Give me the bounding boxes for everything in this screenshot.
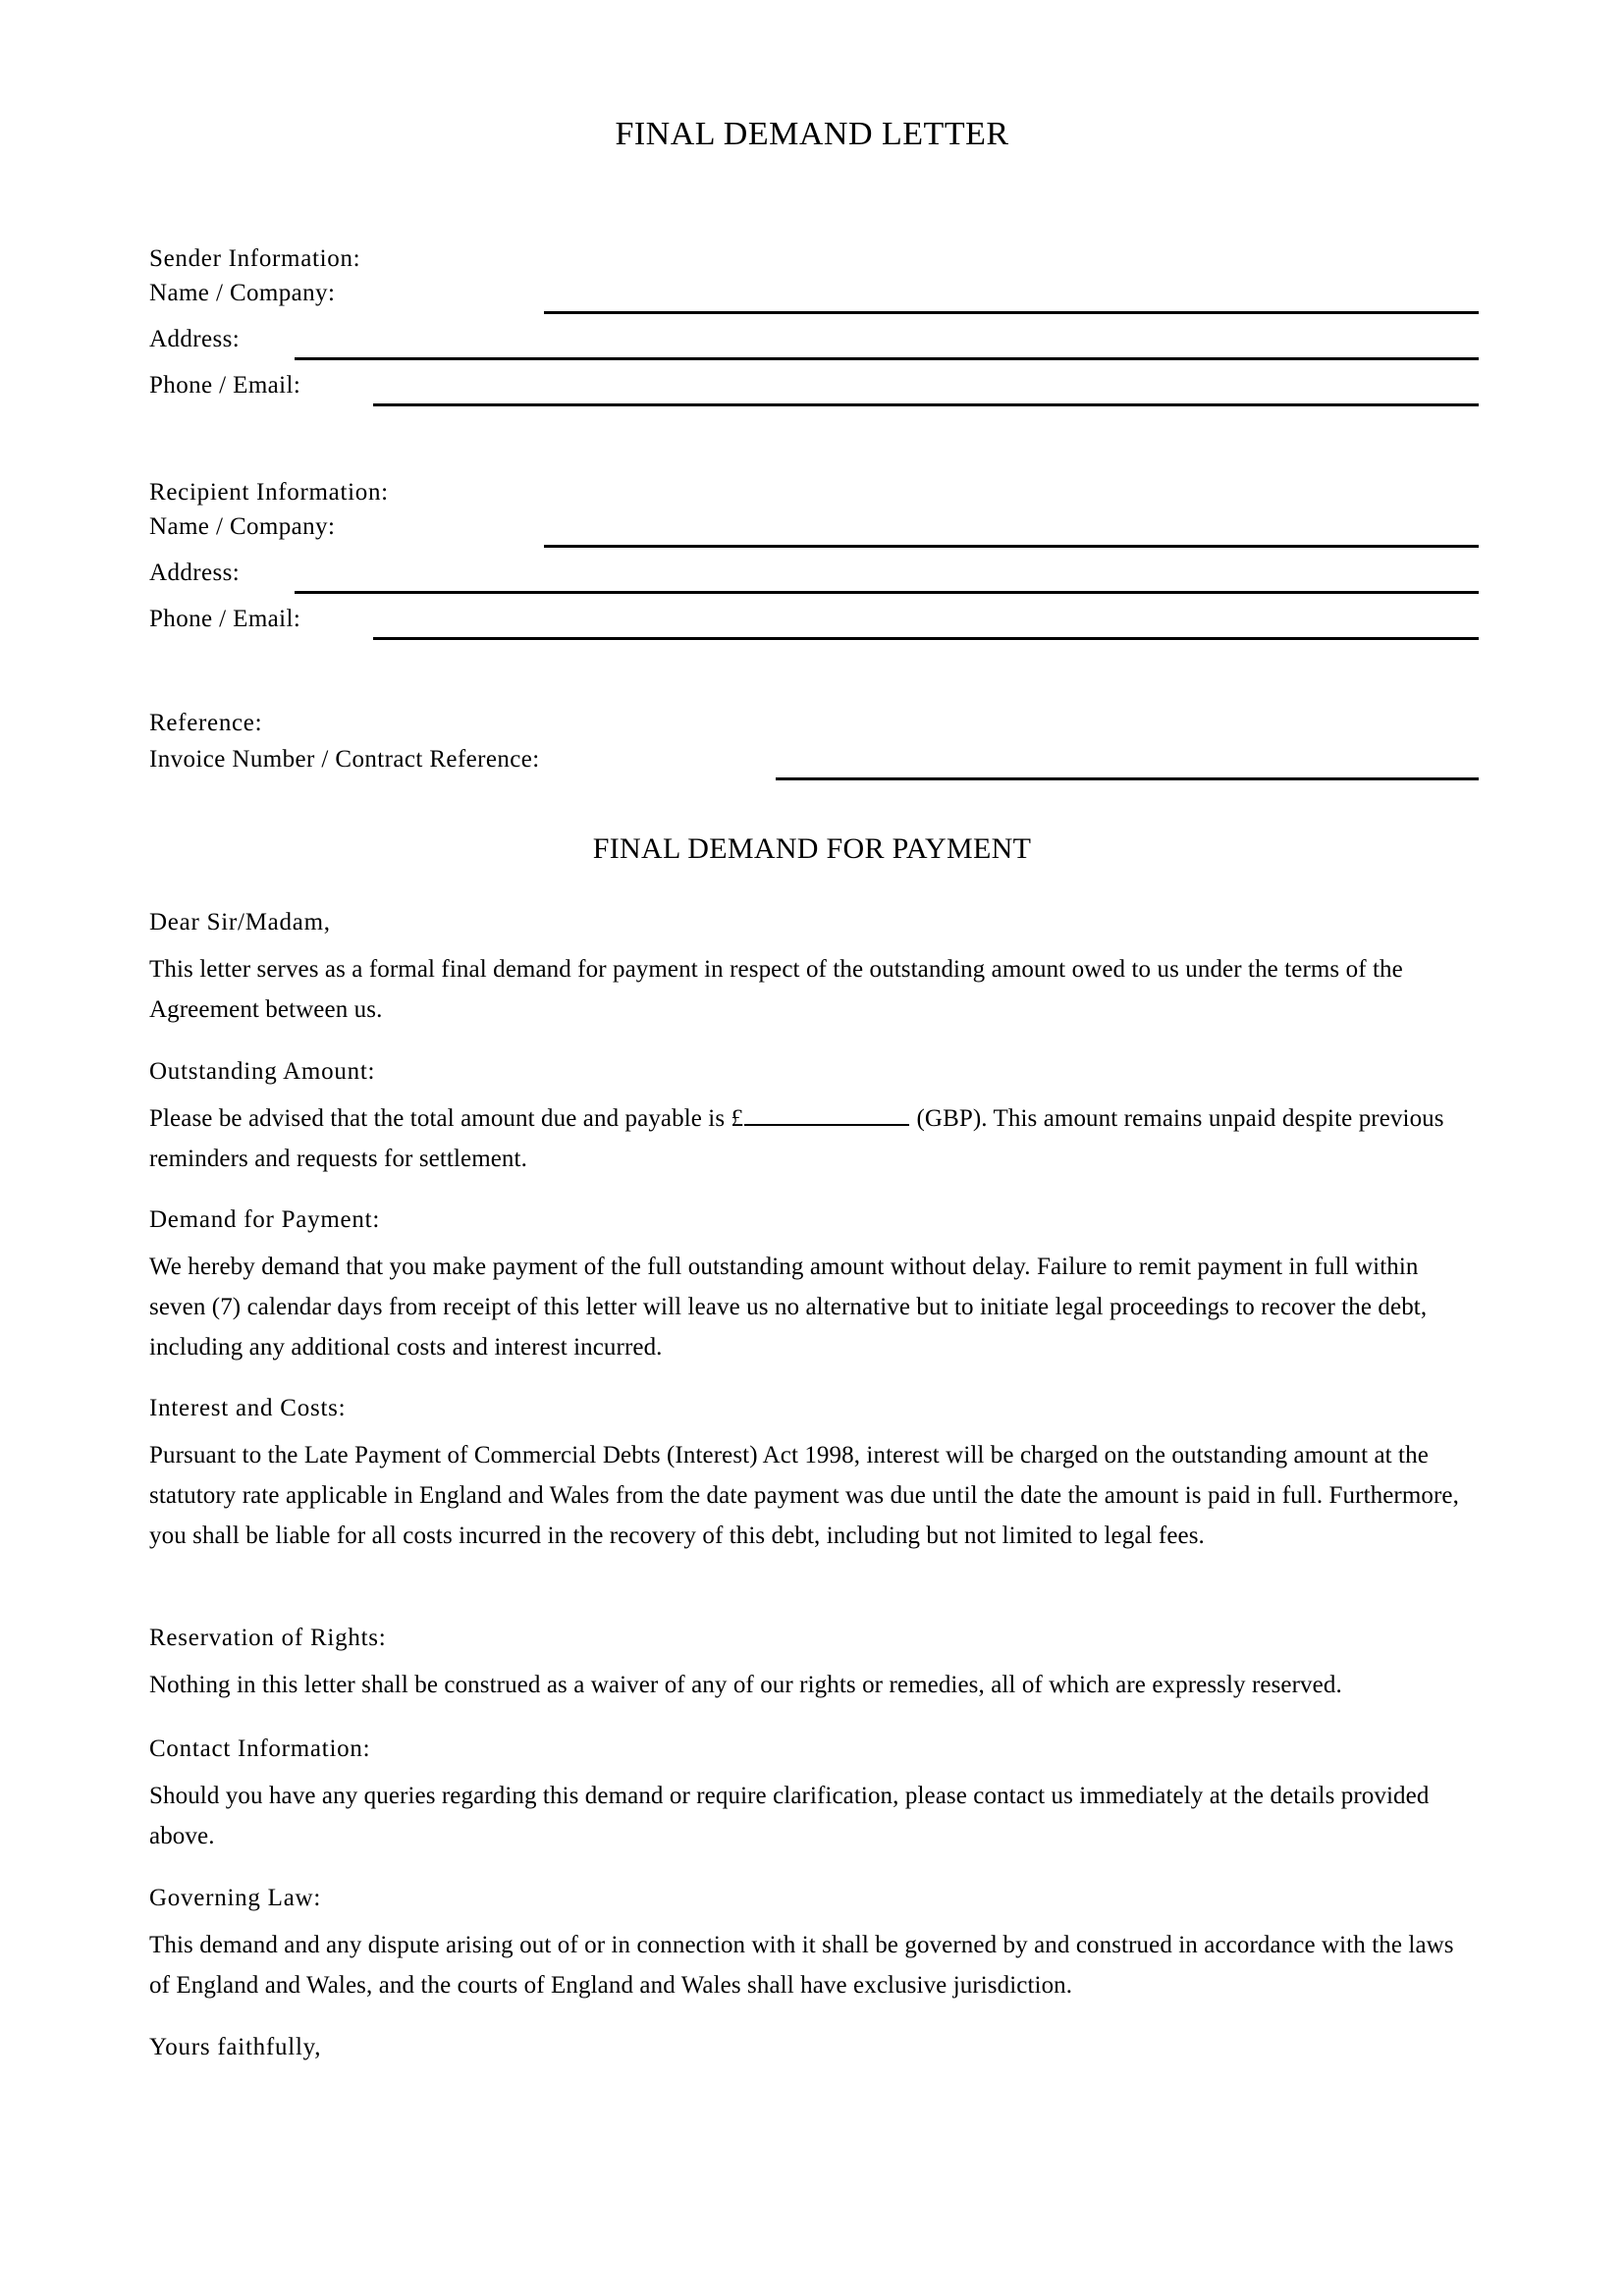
interest-and-costs-heading: Interest and Costs:: [149, 1395, 347, 1421]
invoice-reference-row: [149, 746, 1475, 781]
sender-phone-email-input[interactable]: [373, 403, 1479, 406]
recipient-phone-email-row: [149, 606, 1475, 641]
page-title: FINAL DEMAND LETTER: [615, 116, 1009, 152]
closing-salutation: Yours faithfully,: [149, 2034, 322, 2060]
sender-address-row: [149, 326, 1475, 361]
sender-phone-email-label: Phone / Email:: [149, 372, 301, 399]
outstanding-amount-heading: Outstanding Amount:: [149, 1058, 376, 1085]
outstanding-amount-paragraph: [149, 1098, 1473, 1179]
outstanding-amount-text-before: Please be advised that the total amount due and payable is £: [149, 1105, 744, 1132]
sender-name-company-input[interactable]: [544, 311, 1479, 314]
contact-information-paragraph: Should you have any queries regarding this demand or require clarification, please contact us immediately at the details provided above.: [149, 1783, 1430, 1849]
outstanding-amount-text-after: (GBP). This amount remains unpaid despite previous reminders and requests for settlement.: [149, 1105, 1444, 1172]
recipient-phone-email-input[interactable]: [373, 637, 1479, 640]
reservation-of-rights-heading: Reservation of Rights:: [149, 1625, 387, 1651]
recipient-name-company-input[interactable]: [544, 545, 1479, 548]
sender-address-input[interactable]: [295, 357, 1479, 360]
governing-law-paragraph: This demand and any dispute arising out of or in connection with it shall be governed by and construed in accordance with the laws of England and Wales, and the courts of England and Wales shall have exclusive jurisdiction.: [149, 1932, 1454, 1999]
final-demand-for-payment-heading: FINAL DEMAND FOR PAYMENT: [592, 832, 1032, 865]
recipient-address-input[interactable]: [295, 591, 1479, 594]
recipient-address-label: Address:: [149, 560, 241, 586]
demand-for-payment-heading: Demand for Payment:: [149, 1206, 381, 1233]
invoice-reference-input[interactable]: [776, 777, 1479, 780]
recipient-phone-email-label: Phone / Email:: [149, 606, 301, 632]
sender-name-company-row: [149, 280, 1475, 315]
interest-and-costs-paragraph: Pursuant to the Late Payment of Commercial Debts (Interest) Act 1998, interest will be charged on the outstanding amount at the statutory rate applicable in England and Wales from the date payment was due until the date the amount is paid in full. Furthermore, you shall be liable for all costs incurred in the recovery of this debt, including but not limited to legal fees.: [149, 1442, 1459, 1549]
contact-information-heading: Contact Information:: [149, 1735, 371, 1762]
outstanding-amount-blank-field[interactable]: [744, 1106, 909, 1126]
recipient-name-company-row: [149, 513, 1475, 549]
intro-paragraph: This letter serves as a formal final demand for payment in respect of the outstanding amount owed to us under the terms of the Agreement between us.: [149, 956, 1403, 1023]
recipient-name-company-label: Name / Company:: [149, 513, 336, 540]
sender-address-label: Address:: [149, 326, 241, 352]
recipient-address-row: [149, 560, 1475, 595]
recipient-information-heading: Recipient Information:: [149, 479, 389, 506]
invoice-reference-label: Invoice Number / Contract Reference:: [149, 746, 540, 773]
reservation-of-rights-paragraph: Nothing in this letter shall be construed as a waiver of any of our rights or remedies, all of which are expressly reserved.: [149, 1672, 1342, 1698]
sender-phone-email-row: [149, 372, 1475, 407]
governing-law-heading: Governing Law:: [149, 1885, 322, 1911]
reference-heading: Reference:: [149, 710, 263, 736]
salutation: Dear Sir/Madam,: [149, 909, 331, 935]
sender-name-company-label: Name / Company:: [149, 280, 336, 306]
demand-for-payment-paragraph: We hereby demand that you make payment of the full outstanding amount without delay. Failure to remit payment in full within seven (7) calendar days from receipt of this letter will leave us no alternative but to initiate legal proceedings to recover the debt, including any additional costs and interest incurred.: [149, 1254, 1428, 1361]
sender-information-heading: Sender Information:: [149, 245, 361, 272]
